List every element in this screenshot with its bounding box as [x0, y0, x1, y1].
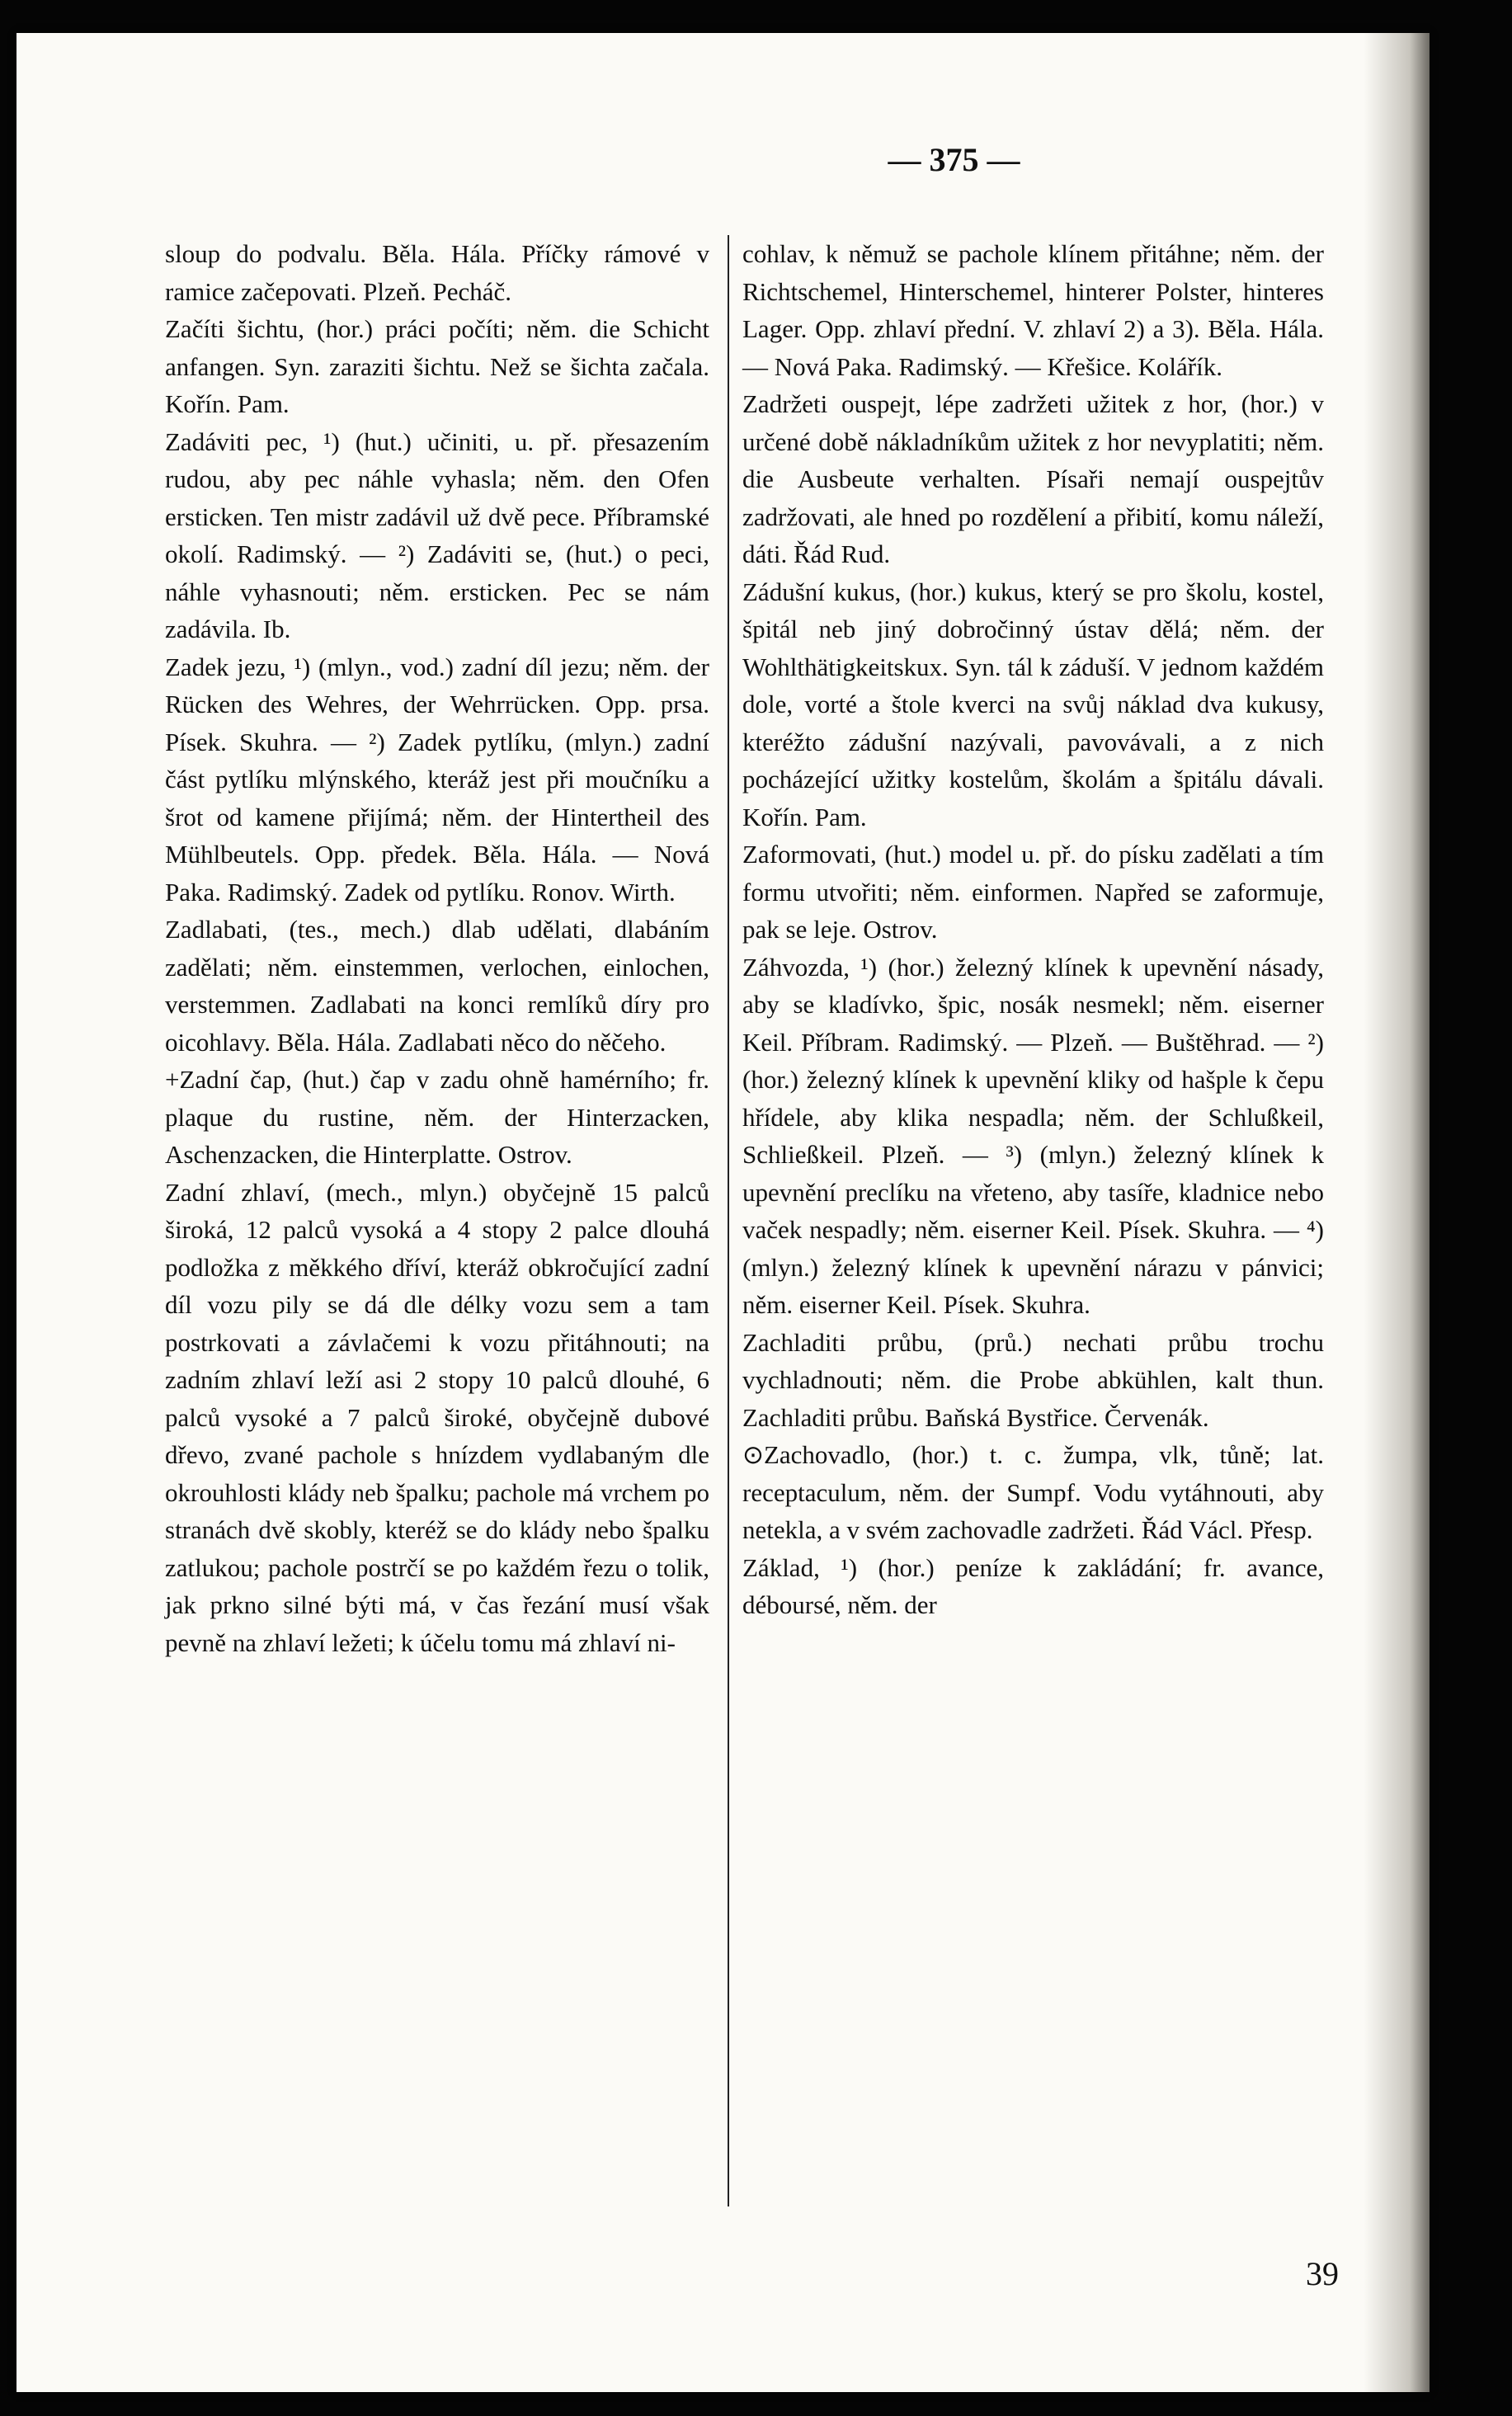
- entry: sloup do podvalu. Běla. Hála. Příčky rámové v ramice začepovati. Plzeň. Pecháč.: [165, 239, 709, 306]
- entry: cohlav, k němuž se pachole klínem přitáhne; něm. der Richtschemel, Hinterschemel, hinterer Polster, hinteres Lager. Opp. zhlaví přední. V. zhlaví 2) a 3). Běla. Hála. — Nová Paka. Radimský. — Křešice. Kolářík.: [742, 239, 1324, 381]
- entry: Zadní zhlaví, (mech., mlyn.) obyčejně 15 palců široká, 12 palců vysoká a 4 stopy 2 palce dlouhá podložka z měkkého dříví, kteráž obkročující zadní díl vozu pily se dá dle délky vozu sem a tam postrkovati a závlačemi k vozu přitáhnouti; na zadním zhlaví leží asi 2 stopy 10 palců dlouhé, 6 palců vysoké a 7 palců široké, obyčejně dubové dřevo, zvané pachole s hnízdem vydlabaným dle okrouhlosti klády neb špalku; pachole má vrchem po stranách dvě skobly, kteréž se do klády nebo špalku zatlukou; pachole postrčí se po každém řezu o tolik, jak prkno silné býti má, v čas řezání musí však pevně na zhlaví ležeti; k účelu tomu má zhlaví ni-: [165, 1177, 709, 1657]
- right-column: [742, 235, 1324, 1624]
- entry: Zadáviti pec, ¹) (hut.) učiniti, u. př. přesazením rudou, aby pec náhle vyhasla; něm. den Ofen ersticken. Ten mistr zadávil už dvě pece. Příbramské okolí. Radimský. — ²) Zadáviti se, (hut.) o peci, náhle vyhasnouti; něm. ersticken. Pec se nám zadávila. Ib.: [165, 426, 709, 643]
- entry: +Zadní čap, (hut.) čap v zadu ohně hamérního; fr. plaque du rustine, něm. der Hinterzacken, Aschenzacken, die Hinterplatte. Ostrov.: [165, 1065, 709, 1169]
- left-column: [165, 235, 709, 1661]
- signature-mark: 39: [1306, 2255, 1339, 2292]
- entry: Zadlabati, (tes., mech.) dlab udělati, dlabáním zadělati; něm. einstemmen, verlochen, einlochen, verstemmen. Zadlabati na konci remlíků díry pro oicohlavy. Běla. Hála. Zadlabati něco do něčeho.: [165, 915, 709, 1057]
- entry: ⊙Zachovadlo, (hor.) t. c. žumpa, vlk, tůně; lat. receptaculum, něm. der Sumpf. Vodu vytáhnouti, aby netekla, a v svém zachovadle zadržeti. Řád Václ. Přesp.: [742, 1440, 1324, 1544]
- entry: Záhvozda, ¹) (hor.) železný klínek k upevnění násady, aby se kladívko, špic, nosák nesmekl; něm. eiserner Keil. Příbram. Radimský. — Plzeň. — Buštěhrad. — ²) (hor.) železný klínek k upevnění kliky od hašple k čepu hřídele, aby klika nespadla; něm. der Schlußkeil, Schließkeil. Plzeň. — ³) (mlyn.) železný klínek k upevnění preclíku na vřeteno, aby tasíře, kladnice nebo vaček nespadly; něm. eiserner Keil. Písek. Skuhra. — ⁴) (mlyn.) železný klínek k upevnění nárazu v pánvici; něm. eiserner Keil. Písek. Skuhra.: [742, 952, 1324, 1319]
- entry: Zachladiti průbu, (prů.) nechati průbu trochu vychladnouti; něm. die Probe abkühlen, kalt thun. Zachladiti průbu. Baňská Bystřice. Červenák.: [742, 1327, 1324, 1432]
- entry: Zadržeti ouspejt, lépe zadržeti užitek z hor, (hor.) v určené době nákladníkům užitek z hor nevyplatiti; něm. die Ausbeute verhalten. Písaři nemají ouspejtův zadržovati, ale hned po rozdělení a přibití, komu náleží, dáti. Řád Rud.: [742, 389, 1324, 568]
- page-number: — 375 —: [888, 141, 1020, 178]
- column-divider: [728, 235, 729, 2206]
- book-page: [16, 33, 1430, 2392]
- entry: Zádušní kukus, (hor.) kukus, který se pro školu, kostel, špitál neb jiný dobročinný ústav dělá; něm. der Wohlthätigkeitskux. Syn. tál k záduší. V jednom každém dole, vorté a štole kverci na svůj náklad dva kukusy, kteréžto zádušní nazývali, pavovávali, a z nich pocházející užitky kostelům, školám a špitálu dávali. Kořín. Pam.: [742, 577, 1324, 831]
- entry: Základ, ¹) (hor.) peníze k zakládání; fr. avance, déboursé, něm. der: [742, 1552, 1324, 1619]
- entry: Zaformovati, (hut.) model u. př. do písku zadělati a tím formu utvořiti; něm. einformen. Napřed se zaformuje, pak se leje. Ostrov.: [742, 840, 1324, 944]
- entry: Začíti šichtu, (hor.) práci počíti; něm. die Schicht anfangen. Syn. zaraziti šichtu. Než se šichta začala. Kořín. Pam.: [165, 314, 709, 418]
- book-spine-shadow: [1364, 33, 1430, 2392]
- entry: Zadek jezu, ¹) (mlyn., vod.) zadní díl jezu; něm. der Rücken des Wehres, der Wehrrücken. Opp. prsa. Písek. Skuhra. — ²) Zadek pytlíku, (mlyn.) zadní část pytlíku mlýnského, kteráž jest při moučníku a šrot od kamene přijímá; něm. der Hintertheil des Mühlbeutels. Opp. předek. Běla. Hála. — Nová Paka. Radimský. Zadek od pytlíku. Ronov. Wirth.: [165, 652, 709, 907]
